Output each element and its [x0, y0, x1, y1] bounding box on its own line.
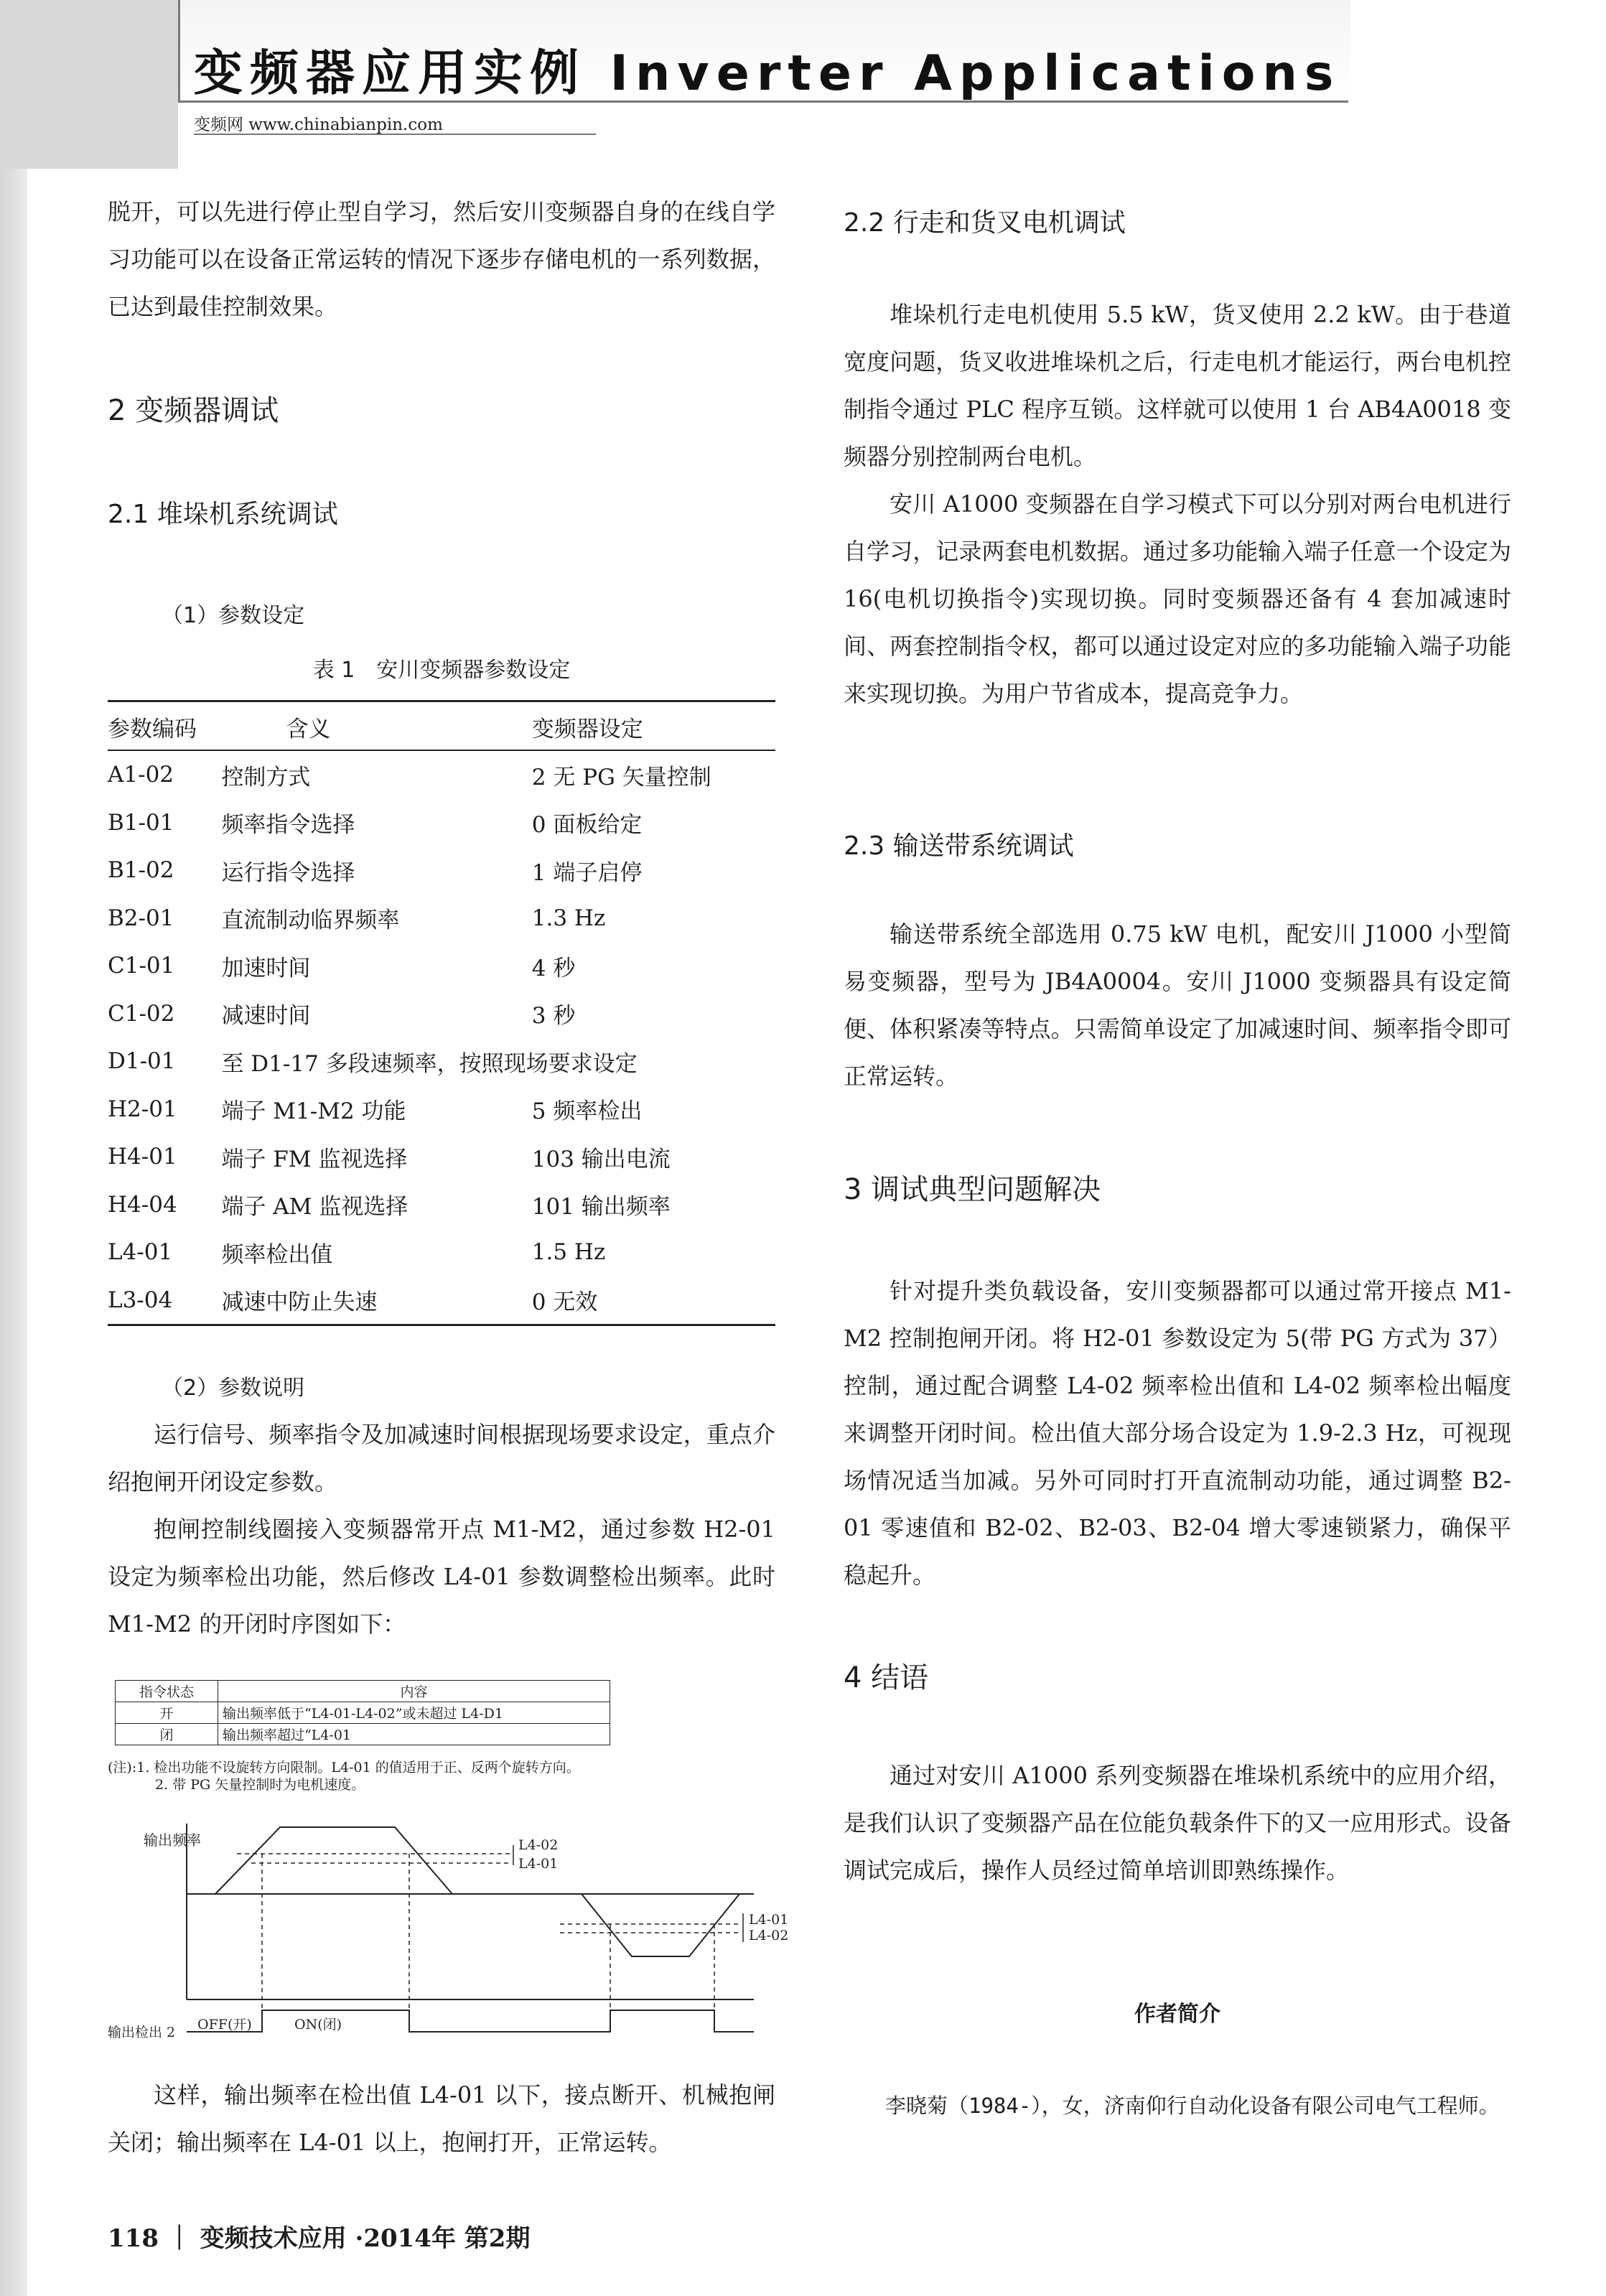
author-bio: 李晓菊（1984-），女，济南仰行自动化设备有限公司电气工程师。	[885, 2094, 1500, 2118]
cell-code: B2-01	[108, 905, 174, 931]
table-row	[108, 1181, 775, 1229]
param-explanation-paragraph: 运行信号、频率指令及加减速时间根据现场要求设定，重点介绍抱闸开闭设定参数。	[108, 1421, 775, 1495]
param-explanation-block	[108, 1411, 775, 1648]
timing-figure	[108, 1680, 789, 2046]
table-header-row	[108, 701, 775, 751]
cell-setting: 5 频率检出	[531, 1098, 643, 1125]
cell-code: A1-02	[108, 762, 174, 788]
on-label: ON(闭)	[294, 2017, 342, 2033]
column-title: 变频器应用实例 Inverter Applications	[194, 45, 1341, 102]
table-caption: 表 1 安川变频器参数设定	[312, 658, 571, 683]
cell-code: H4-01	[108, 1144, 177, 1170]
section-3-body	[844, 1267, 1511, 1599]
cell-meaning-span: 至 D1-17 多段速频率，按照现场要求设定	[221, 1050, 638, 1077]
table-row	[108, 1277, 775, 1325]
table-row	[108, 990, 775, 1038]
parameter-table-wrap	[108, 700, 775, 1326]
y-axis-label: 输出频率	[144, 1831, 201, 1849]
cell-meaning: 频率指令选择	[221, 812, 355, 839]
cell-meaning: 端子 FM 监视选择	[221, 1146, 408, 1172]
header-band	[0, 0, 178, 169]
cell-setting: 3 秒	[531, 1003, 576, 1030]
figure-note-1: (注):1. 检出功能不设旋转方向限制。L4-01 的值适用于正、反两个旋转方向。	[108, 1760, 580, 1775]
table-header-setting: 变频器设定	[518, 701, 775, 751]
cell-code: L3-04	[108, 1277, 221, 1325]
motor-paragraph: 堆垛机行走电机使用 5.5 kW，货叉使用 2.2 kW。由于巷道宽度问题，货叉收进堆垛机之后，行走电机才能运行，两台电机控制指令通过 PLC 程序互锁。这样就可以使用 1 台 AB4A0018 变频器分别控制两台电机。	[844, 301, 1511, 470]
section-3-heading: 3 调试典型问题解决	[844, 1173, 1101, 1206]
table-row	[108, 942, 775, 990]
cell-setting: 1 端子启停	[531, 859, 643, 886]
table-row	[108, 895, 775, 943]
cell-setting: 1.3 Hz	[531, 905, 606, 931]
state-cell: 闭	[116, 1724, 218, 1745]
output-detection-label: 输出检出 2	[108, 2025, 176, 2040]
website-url: 变频网 www.chinabianpin.com	[194, 116, 443, 134]
item-2-heading: （2）参数说明	[162, 1376, 305, 1401]
brake-control-paragraph: 抱闸控制线圈接入变频器常开点 M1-M2，通过参数 H2-01 设定为频率检出功能，然后修改 L4-01 参数调整检出频率。此时 M1-M2 的开闭时序图如下：	[108, 1516, 775, 1638]
cell-meaning: 加速时间	[221, 955, 311, 981]
off-label: OFF(开)	[197, 2017, 252, 2033]
cell-meaning: 端子 AM 监视选择	[221, 1194, 408, 1221]
cell-meaning: 减速时间	[221, 1003, 311, 1030]
cell-meaning: 直流制动临界频率	[221, 907, 400, 934]
conveyor-paragraph: 输送带系统全部选用 0.75 kW 电机，配安川 J1000 小型简易变频器，型号为 JB4A0004。安川 J1000 变频器具有设定简便、体积紧凑等特点。只需简单设定了加减速时间、频率指令即可正常运转。	[844, 920, 1511, 1090]
page-header	[0, 0, 1606, 133]
cell-code: C1-02	[108, 1000, 175, 1027]
cell-code: C1-01	[108, 953, 175, 979]
item-1-heading: （1）参数设定	[162, 603, 305, 628]
figure-note-2: 2. 带 PG 矢量控制时为电机速度。	[155, 1777, 365, 1793]
author-heading: 作者简介	[1134, 2002, 1220, 2027]
left-column	[108, 188, 775, 330]
forward-frequency-curve	[215, 1827, 452, 1894]
label-l4-02-top: L4-02	[518, 1837, 559, 1853]
content-cell: 输出频率超过“L4-01	[218, 1724, 610, 1745]
section-2-1-heading: 2.1 堆垛机系统调试	[108, 500, 338, 529]
cell-setting: 0 无效	[518, 1277, 775, 1325]
table-row	[108, 1037, 775, 1086]
table-header-code: 参数编码	[108, 701, 221, 751]
table-header-meaning: 含义	[221, 701, 517, 751]
parameter-table	[108, 700, 775, 1326]
brake-summary-paragraph: 这样，输出频率在检出值 L4-01 以下，接点断开、机械抱闸关闭；输出频率在 L4-01 以上，抱闸打开，正常运转。	[108, 2081, 775, 2156]
table-row	[108, 1228, 775, 1277]
label-l4-02-bottom: L4-02	[749, 1928, 789, 1943]
table-row	[108, 750, 775, 799]
section-2-2-heading: 2.2 行走和货叉电机调试	[844, 208, 1126, 238]
cell-meaning: 控制方式	[221, 764, 311, 790]
cell-code: L4-01	[108, 1239, 173, 1266]
cell-meaning: 运行指令选择	[221, 859, 355, 886]
table-row	[108, 1086, 775, 1134]
cell-setting: 2 无 PG 矢量控制	[531, 764, 711, 790]
output-detection-signal	[187, 2010, 754, 2032]
cell-code: B1-01	[108, 809, 174, 836]
section-2-2-body	[844, 291, 1511, 717]
side-decoration-bar	[0, 0, 27, 2296]
label-l4-01-bottom: L4-01	[749, 1912, 789, 1928]
auto-tuning-paragraph: 安川 A1000 变频器在自学习模式下可以分别对两台电机进行自学习，记录两套电机数据。通过多功能输入端子任意一个设定为 16(电机切换指令)实现切换。同时变频器还备有 4 套加减速时间、两套控制指令权，都可以通过设定对应的多功能输入端子功能来实现切换。为用户节省成本，提高竞争力。	[844, 490, 1511, 707]
conclusion-block-left	[108, 2071, 775, 2166]
cell-setting: 103 输出电流	[531, 1146, 671, 1172]
cell-meaning: 减速中防止失速	[221, 1277, 517, 1325]
cell-setting: 4 秒	[531, 955, 576, 981]
section-2-heading: 2 变频器调试	[108, 394, 279, 427]
conclusion-paragraph: 通过对安川 A1000 系列变频器在堆垛机系统中的应用介绍，是我们认识了变频器产品在位能负载条件下的又一应用形式。设备调试完成后，操作人员经过简单培训即熟练操作。	[844, 1762, 1511, 1884]
timing-diagram	[108, 1680, 789, 2046]
cell-setting: 101 输出频率	[531, 1194, 671, 1221]
table-row	[108, 799, 775, 847]
section-2-3-body	[844, 910, 1511, 1100]
cell-setting: 0 面板给定	[531, 812, 643, 839]
section-2-3-heading: 2.3 输送带系统调试	[844, 831, 1074, 861]
cell-code: B1-02	[108, 857, 174, 884]
table-row	[108, 1133, 775, 1181]
content-header-cell: 内容	[218, 1681, 610, 1702]
cell-code: D1-01	[108, 1048, 176, 1075]
state-header-cell: 指令状态	[116, 1681, 218, 1702]
page-footer: 118 ｜ 变频技术应用 ·2014年 第2期	[108, 2224, 531, 2253]
header-underline	[194, 134, 596, 135]
section-4-heading: 4 结语	[844, 1661, 929, 1694]
cell-meaning: 频率检出值	[221, 1241, 333, 1268]
reverse-frequency-curve	[582, 1894, 739, 1956]
state-cell: 开	[116, 1702, 218, 1724]
troubleshooting-paragraph: 针对提升类负载设备，安川变频器都可以通过常开接点 M1-M2 控制抱闸开闭。将 H2-01 参数设定为 5(带 PG 方式为 37）控制，通过配合调整 L4-02 频率检出值和 L4-02 频率检出幅度来调整开闭时间。检出值大部分场合设定为 1.9-2.3 Hz，可视现场情况适当加减。另外可同时打开直流制动功能，通过调整 B2-01 零速值和 B2-02、B2-03、B2-04 增大零速锁紧力，确保平稳起升。	[844, 1277, 1511, 1589]
author-bio-block	[844, 2082, 1511, 2129]
content-cell: 输出频率低于“L4-01-L4-02”或未超过 L4-D1	[218, 1702, 610, 1724]
section-4-body	[844, 1752, 1511, 1894]
intro-paragraph: 脱开，可以先进行停止型自学习，然后安川变频器自身的在线自学习功能可以在设备正常运转的情况下逐步存储电机的一系列数据，已达到最佳控制效果。	[108, 198, 775, 320]
cell-setting: 1.5 Hz	[531, 1239, 606, 1266]
cell-code: H2-01	[108, 1096, 177, 1122]
cell-meaning: 端子 M1-M2 功能	[221, 1098, 406, 1125]
label-l4-01-top: L4-01	[518, 1856, 559, 1872]
table-row	[108, 846, 775, 895]
cell-code: H4-04	[108, 1191, 177, 1218]
